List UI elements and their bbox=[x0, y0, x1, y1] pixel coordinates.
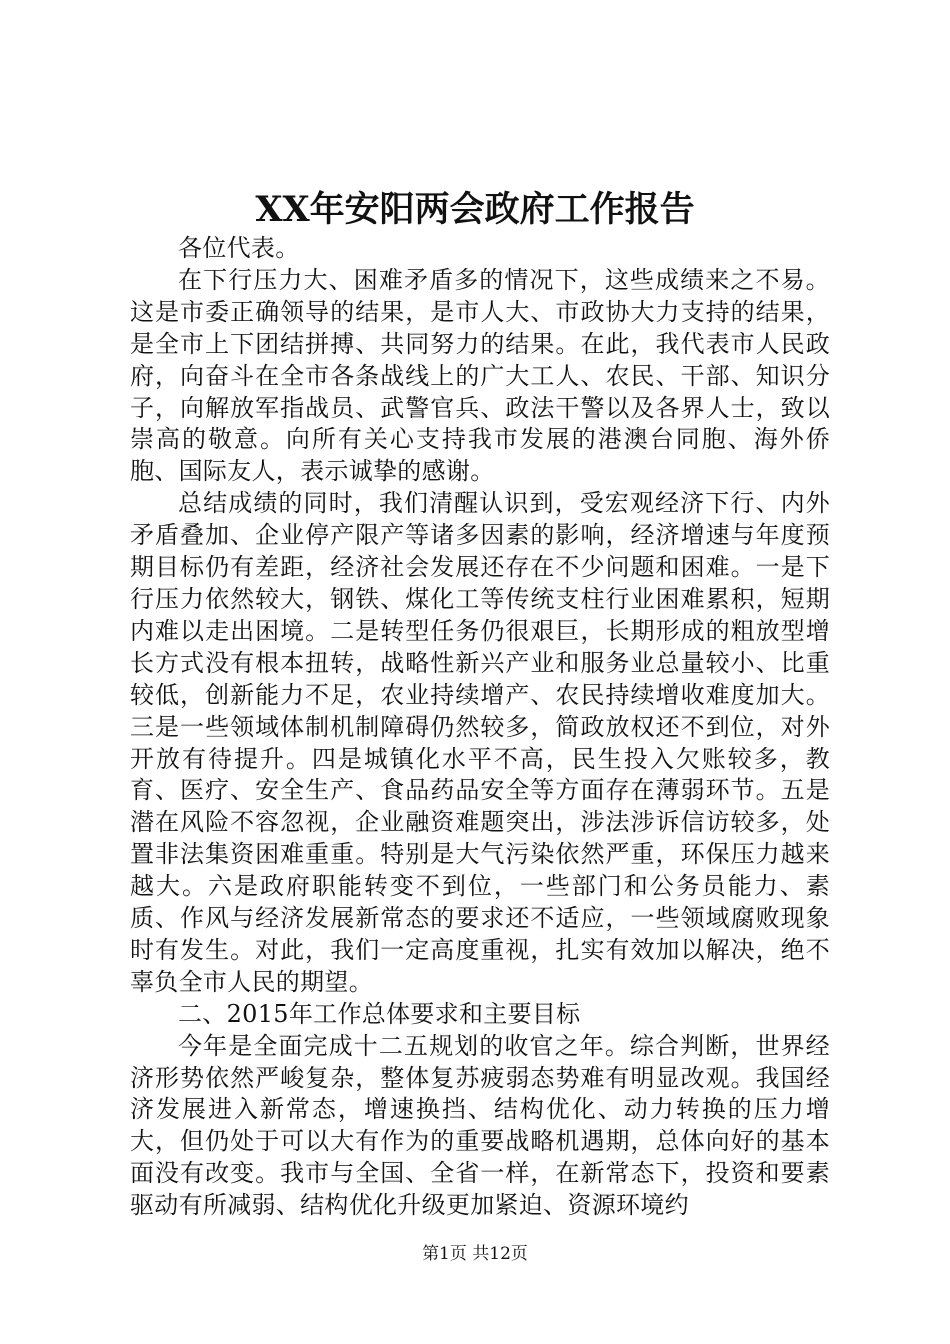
page-total: 共12页 bbox=[472, 1244, 528, 1264]
page-footer bbox=[0, 1243, 950, 1265]
paragraph-greeting: 各位代表。 bbox=[178, 234, 300, 262]
paragraph-outlook: 今年是全面完成十二五规划的收官之年。综合判断，世界经济形势依然严峻复杂，整体复苏疲弱态势难有明显改观。我国经济发展进入新常态，增速换挡、结构优化、动力转换的压力增大，但仍处于可以大有作为的重要战略机遇期，总体向好的基本面没有改变。我市与全国、全省一样，在新常态下，投资和要素驱动有所减弱、结构优化升级更加紧迫、资源环境约 bbox=[130, 1031, 830, 1220]
page-number: 第1页 bbox=[422, 1244, 467, 1264]
section-heading: 二、2015年工作总体要求和主要目标 bbox=[178, 999, 581, 1028]
paragraph-achievements: 在下行压力大、困难矛盾多的情况下，这些成绩来之不易。这是市委正确领导的结果，是市人大、市政协大力支持的结果，是全市上下团结拼搏、共同努力的结果。在此，我代表市人民政府，向奋斗在全市各条战线上的广大工人、农民、干部、知识分子，向解放军指战员、武警官兵、政法干警以及各界人士，致以崇高的敬意。向所有关心支持我市发展的港澳台同胞、海外侨胞、国际友人，表示诚挚的感谢。 bbox=[130, 265, 830, 486]
document-body bbox=[130, 233, 830, 1222]
paragraph-problems: 总结成绩的同时，我们清醒认识到，受宏观经济下行、内外矛盾叠加、企业停产限产等诸多因素的影响，经济增速与年度预期目标仍有差距，经济社会发展还存在不少问题和困难。一是下行压力依然较大，钢铁、煤化工等传统支柱行业困难累积，短期内难以走出困境。二是转型任务仍很艰巨，长期形成的粗放型增长方式没有根本扭转，战略性新兴产业和服务业总量较小、比重较低，创新能力不足，农业持续增产、农民持续增收难度加大。三是一些领域体制机制障碍仍然较多，简政放权还不到位，对外开放有待提升。四是城镇化水平不高，民生投入欠账较多，教育、医疗、安全生产、食品药品安全等方面存在薄弱环节。五是潜在风险不容忽视，企业融资难题突出，涉法涉诉信访较多，处置非法集资困难重重。特别是大气污染依然严重，环保压力越来越大。六是政府职能转变不到位，一些部门和公务员能力、素质、作风与经济发展新常态的要求还不适应，一些领域腐败现象时有发生。对此，我们一定高度重视，扎实有效加以解决，绝不辜负全市人民的期望。 bbox=[130, 489, 830, 996]
document-title: XX年安阳两会政府工作报告 bbox=[255, 189, 695, 230]
